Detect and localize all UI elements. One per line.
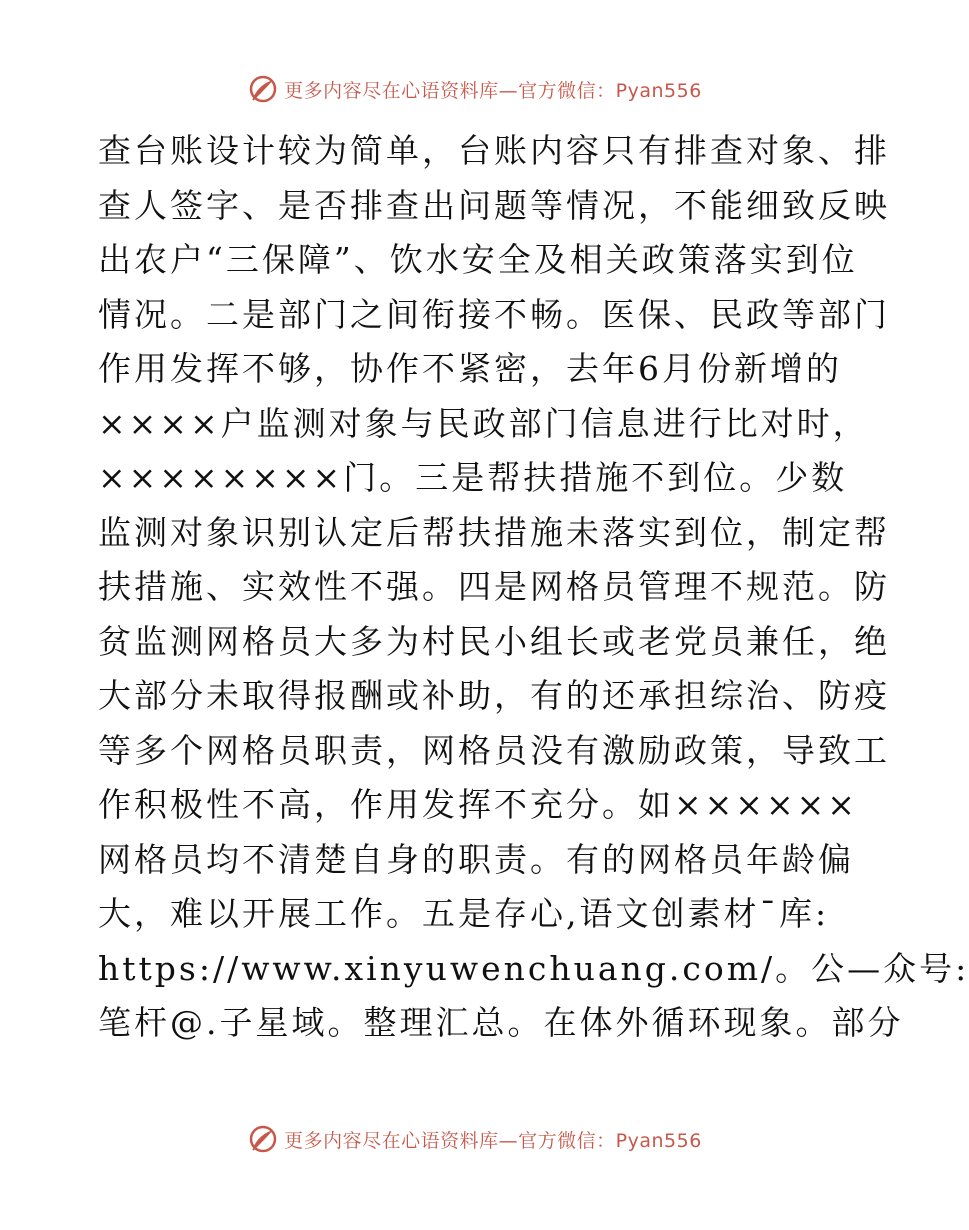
body-line: ××××户监测对象与民政部门信息进行比对时，	[98, 403, 869, 443]
footer-watermark	[0, 1122, 950, 1156]
body-line: 大部分未取得报酬或补助，有的还承担综治、防疫	[98, 676, 890, 715]
body-line: 笔杆@.子星域。整理汇总。在体外循环现象。部分	[98, 1003, 904, 1042]
pen-logo-icon	[248, 1124, 278, 1154]
document-body	[98, 124, 969, 1051]
body-line: 等多个网格员职责，网格员没有激励政策，导致工	[98, 730, 890, 770]
watermark-text: 更多内容尽在心语资料库—官方微信：Pyan556	[284, 79, 702, 102]
body-line: 查台账设计较为简单，台账内容只有排查对象、排	[98, 131, 890, 170]
header-watermark	[0, 72, 950, 106]
body-line: 大，难以开展工作。五是存心,语文创素材¯库:	[98, 894, 830, 933]
body-line: 作用发挥不够，协作不紧密，去年6月份新增的	[98, 349, 842, 388]
body-line: 扶措施、实效性不强。四是网格员管理不规范。防	[98, 567, 890, 606]
pen-logo-icon	[248, 74, 278, 104]
body-line: 贫监测网格员大多为村民小组长或老党员兼任，绝	[98, 621, 890, 661]
body-line: 作积极性不高，作用发挥不充分。如××××××	[98, 785, 858, 824]
watermark-text: 更多内容尽在心语资料库—官方微信：Pyan556	[284, 1129, 702, 1152]
body-line: 出农户“三保障”、饮水安全及相关政策落实到位	[98, 240, 858, 279]
body-line: ××××××××门。三是帮扶措施不到位。少数	[98, 458, 848, 497]
body-line: 查人签字、是否排查出问题等情况，不能细致反映	[98, 185, 890, 225]
body-line: https://www.xinyuwenchuang.com/。公—众号:	[98, 948, 969, 988]
body-line: 网格员均不清楚自身的职责。有的网格员年龄偏	[98, 839, 854, 879]
body-line: 情况。二是部门之间衔接不畅。医保、民政等部门	[98, 294, 890, 334]
body-line: 监测对象识别认定后帮扶措施未落实到位，制定帮	[98, 512, 890, 552]
